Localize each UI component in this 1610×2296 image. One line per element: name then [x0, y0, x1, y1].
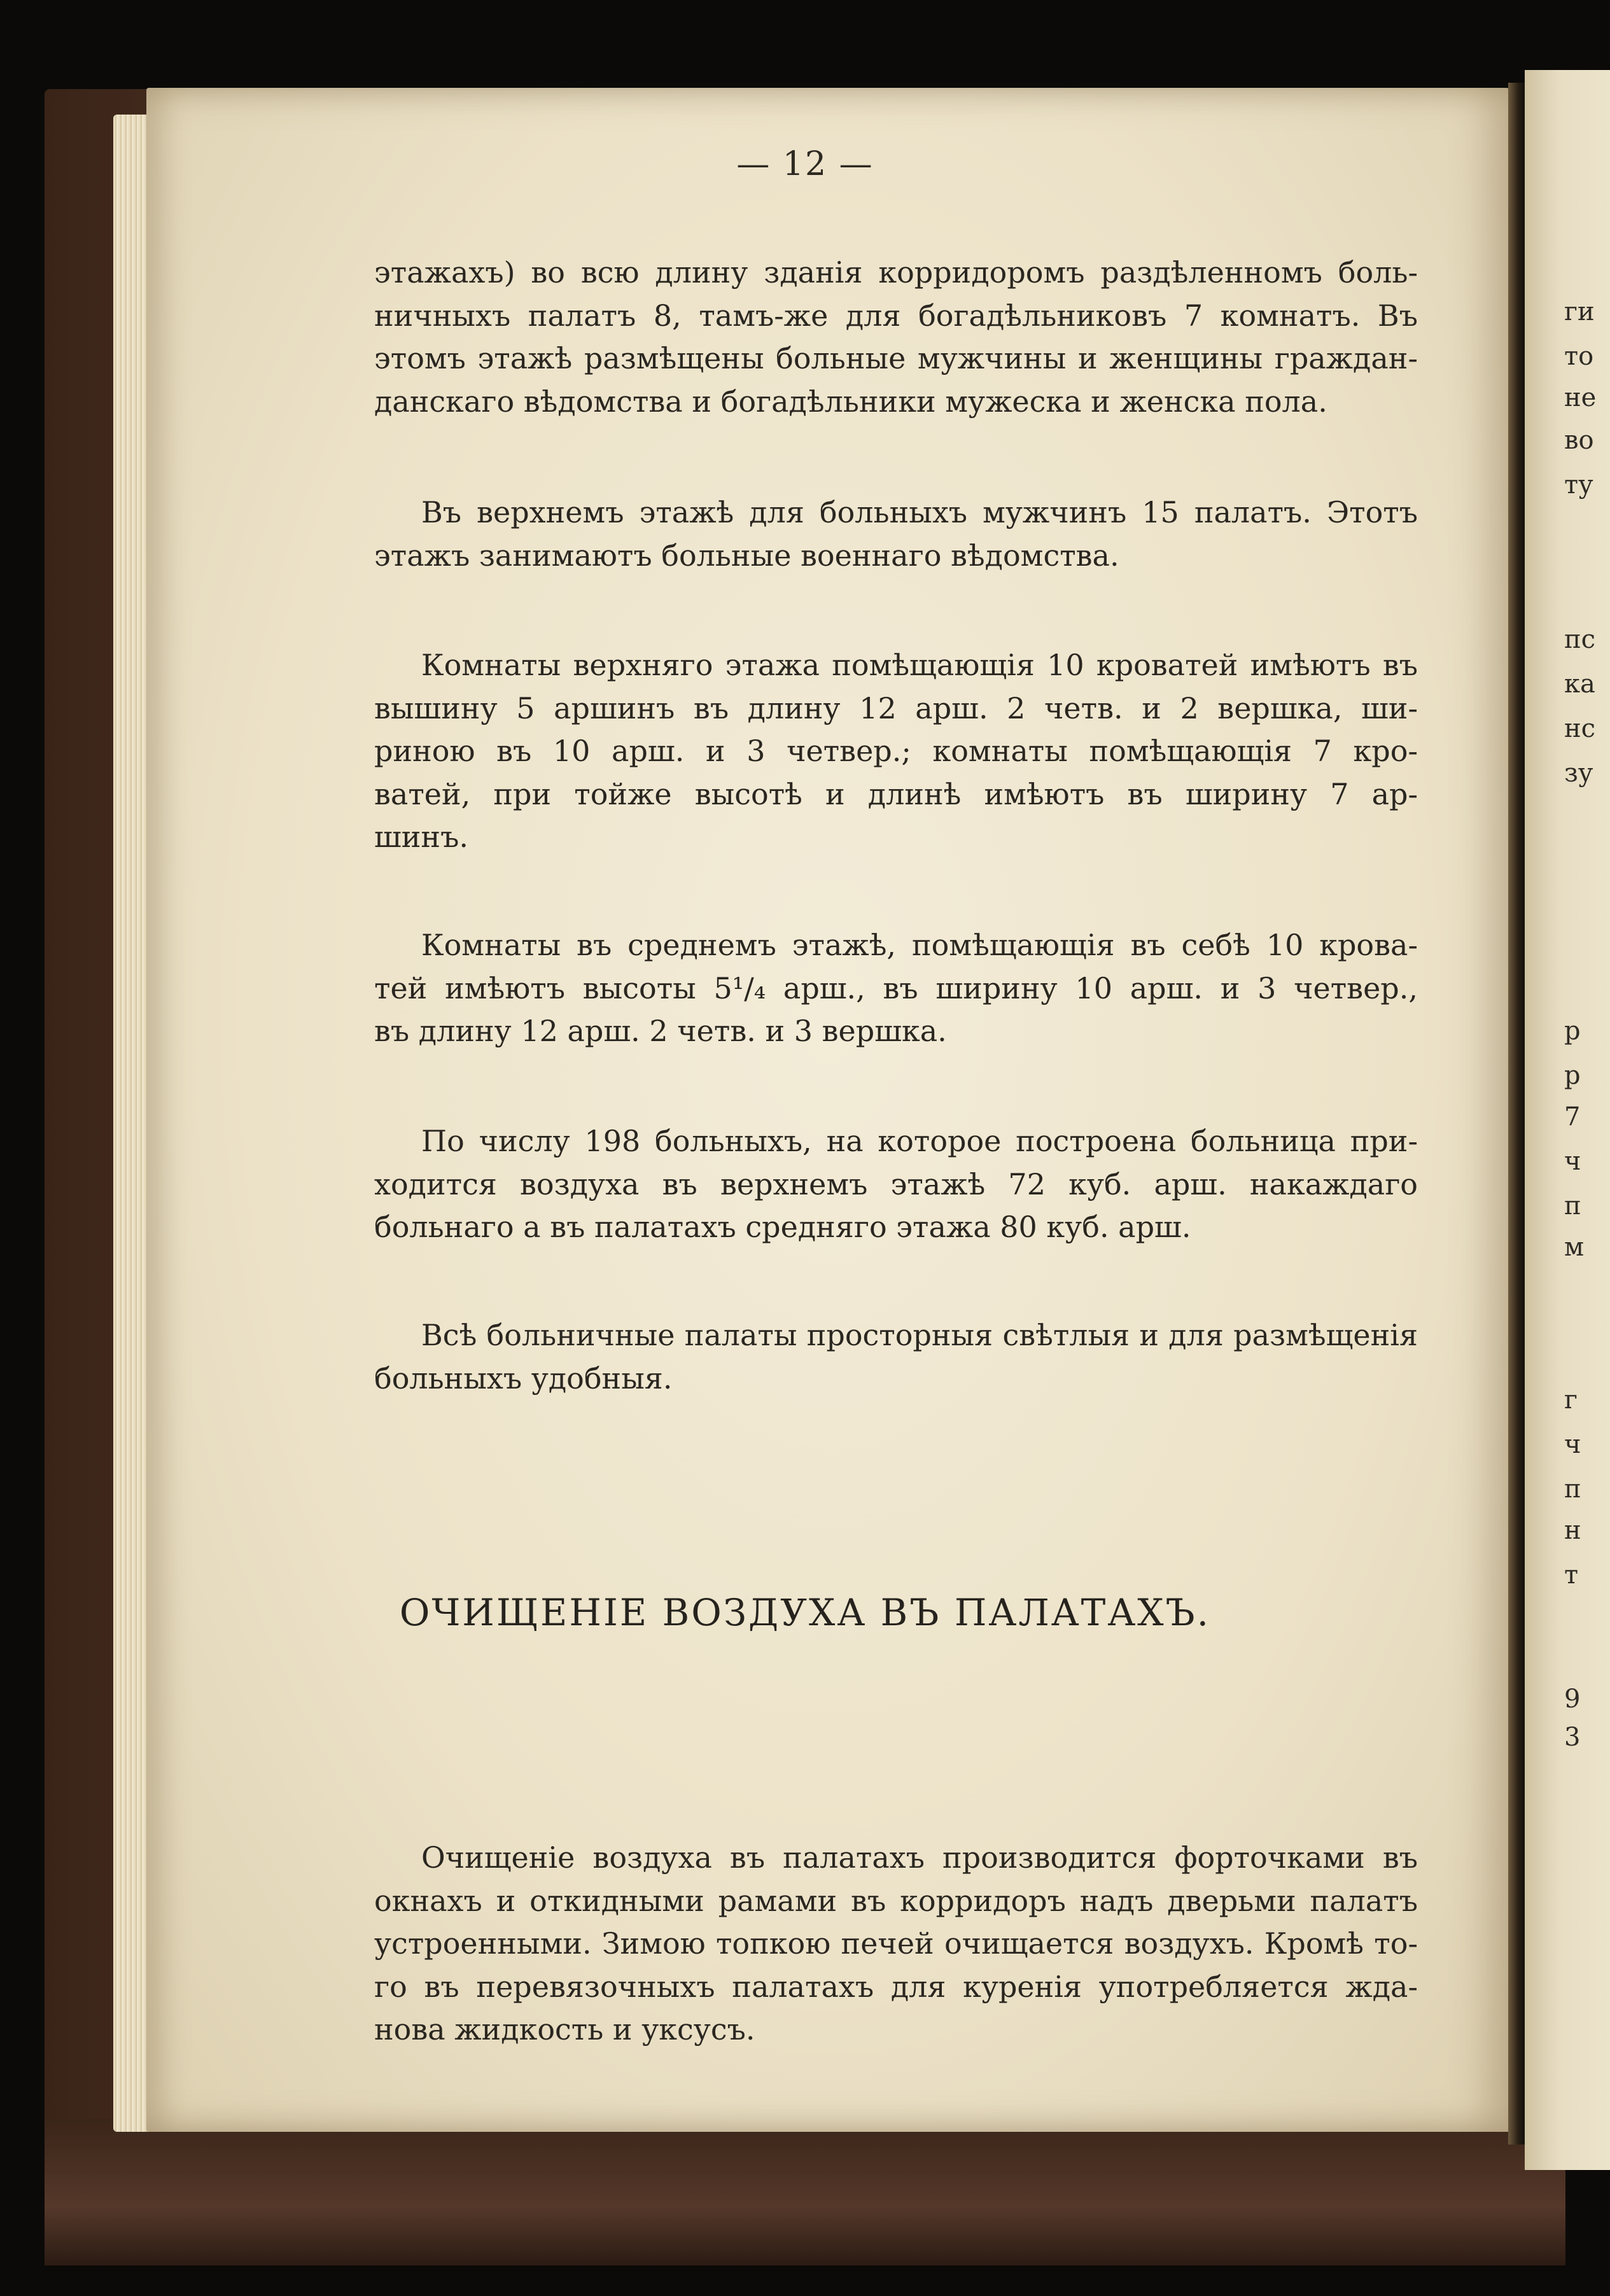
paragraph-4 [374, 924, 1418, 1053]
facing-page-fragment: не [1564, 383, 1597, 412]
page-number: — 12 — [736, 145, 874, 183]
facing-page-fragment: ка [1564, 669, 1595, 699]
text-line: шинъ. [374, 820, 468, 854]
facing-page-fragment: м [1564, 1233, 1585, 1262]
text-line: Очищеніе воздуха въ палатахъ производится форточками въ [421, 1840, 1418, 1875]
facing-page-fragment: во [1564, 426, 1594, 455]
text-line: устроенными. Зимою топкою печей очищается воздухъ. Кромѣ то- [374, 1926, 1418, 1961]
facing-page-fragment: ч [1564, 1430, 1581, 1459]
facing-page-fragment: т [1564, 1560, 1579, 1590]
facing-page [1525, 70, 1610, 2170]
facing-page-fragment: то [1564, 342, 1594, 371]
facing-page-fragment: пс [1564, 625, 1596, 654]
page-edges [113, 115, 151, 2132]
text-line: Въ верхнемъ этажѣ для больныхъ мужчинъ 15 палатъ. Этотъ [421, 495, 1418, 529]
facing-page-fragment: р [1564, 1061, 1581, 1090]
facing-page-fragment: г [1564, 1385, 1578, 1415]
facing-page-fragment: р [1564, 1016, 1581, 1046]
text-line: ходится воздуха въ верхнемъ этажѣ 72 куб. арш. накаждаго [374, 1166, 1418, 1201]
facing-page-fragment: зу [1564, 759, 1593, 788]
facing-page-fragment: ту [1564, 470, 1593, 500]
paragraph-1 [374, 251, 1418, 423]
facing-page-fragment: ги [1564, 297, 1595, 326]
text-line: По числу 198 больныхъ, на которое построена больница при- [421, 1124, 1418, 1158]
text-line: Комнаты въ среднемъ этажѣ, помѣщающія въ себѣ 10 крова- [421, 928, 1418, 962]
text-line: го въ перевязочныхъ палатахъ для куренія употребляется жда- [374, 1969, 1418, 2004]
facing-page-fragment: 7 [1564, 1102, 1581, 1131]
text-line: больнаго а въ палатахъ средняго этажа 80 куб. арш. [374, 1210, 1191, 1244]
facing-page-fragment: п [1564, 1191, 1581, 1221]
text-line: этомъ этажѣ размѣщены больные мужчины и женщины граждан- [374, 341, 1418, 375]
paragraph-3 [374, 644, 1418, 859]
text-line: этажахъ) во всю длину зданія корридоромъ раздѣленномъ боль- [374, 255, 1418, 290]
paragraph-5 [374, 1120, 1418, 1249]
paragraph-6 [374, 1314, 1418, 1400]
book-gutter [1508, 83, 1525, 2145]
text-line: ничныхъ палатъ 8, тамъ-же для богадѣльниковъ 7 комнатъ. Въ [374, 298, 1418, 333]
facing-page-fragment: 9 [1564, 1684, 1581, 1714]
text-line: больныхъ удобныя. [374, 1361, 673, 1396]
text-line: этажъ занимаютъ больные военнаго вѣдомства. [374, 538, 1119, 573]
text-line: риною въ 10 арш. и 3 четвер.; комнаты помѣщающія 7 кро- [374, 734, 1418, 768]
text-line: въ длину 12 арш. 2 четв. и 3 вершка. [374, 1014, 947, 1048]
text-line: нова жидкость и уксусъ. [374, 2012, 755, 2047]
paragraph-final [374, 1837, 1418, 2052]
paragraph-2 [374, 491, 1418, 577]
facing-page-fragment: н [1564, 1516, 1581, 1545]
facing-page-fragment: п [1564, 1474, 1581, 1504]
text-line: ватей, при тойже высотѣ и длинѣ имѣютъ въ ширину 7 ар- [374, 776, 1418, 811]
facing-page-fragment: 3 [1564, 1723, 1581, 1752]
text-line: Комнаты верхняго этажа помѣщающія 10 кроватей имѣютъ въ [421, 648, 1418, 682]
text-line: вышину 5 аршинъ въ длину 12 арш. 2 четв. и 2 вершка, ши- [374, 690, 1418, 725]
section-heading: ОЧИЩЕНІЕ ВОЗДУХА ВЪ ПАЛАТАХЪ. [399, 1591, 1211, 1634]
text-line: тей имѣютъ высоты 5¹/₄ арш., въ ширину 10 арш. и 3 четвер., [374, 970, 1418, 1005]
text-line: данскаго вѣдомства и богадѣльники мужеска и женска пола. [374, 384, 1327, 419]
facing-page-fragment: ч [1564, 1147, 1581, 1176]
text-line: окнахъ и откидными рамами въ корридоръ надъ дверьми палатъ [374, 1883, 1418, 1918]
text-line: Всѣ больничные палаты просторныя свѣтлыя и для размѣщенія [421, 1318, 1418, 1352]
facing-page-fragment: нс [1564, 714, 1596, 743]
